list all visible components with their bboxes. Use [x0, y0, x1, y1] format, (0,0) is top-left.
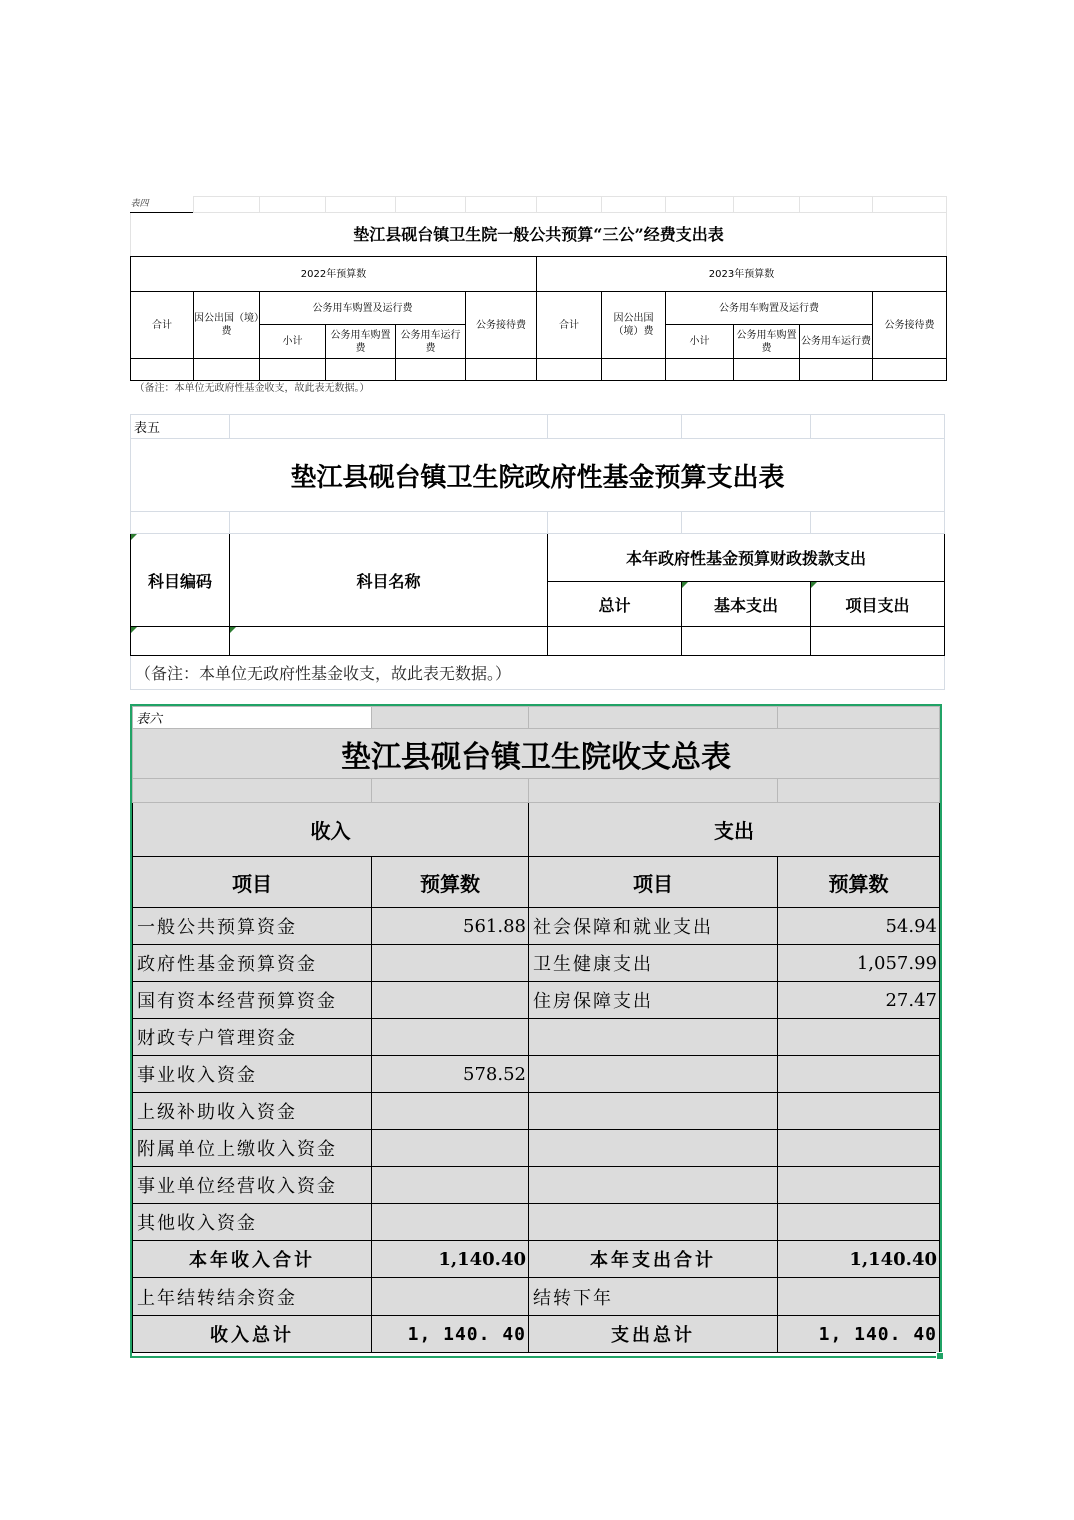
income-value-cell[interactable]: 578.52 [372, 1056, 529, 1093]
table-row [133, 1167, 940, 1204]
income-item-header: 项目 [133, 857, 372, 908]
expense-grand-total-value[interactable]: 1, 140. 40 [778, 1316, 940, 1353]
income-item-cell[interactable]: 附属单位上缴收入资金 [133, 1130, 372, 1167]
table-five [130, 414, 945, 690]
reception-header: 公务接待费 [466, 292, 537, 359]
table-row [133, 1056, 940, 1093]
table-title: 垫江县砚台镇卫生院一般公共预算“三公”经费支出表 [131, 213, 947, 257]
subtotal-header: 小计 [260, 325, 326, 359]
expense-item-header: 项目 [529, 857, 778, 908]
fund-expense-header: 本年政府性基金预算财政拨款支出 [548, 534, 945, 582]
year-expense-total-label[interactable]: 本年支出合计 [529, 1241, 778, 1278]
income-value-cell[interactable] [372, 982, 529, 1019]
vehicle-header: 公务用车购置及运行费 [260, 292, 466, 325]
expense-value-cell[interactable]: 1,057.99 [778, 945, 940, 982]
year-income-total-label[interactable]: 本年收入合计 [133, 1241, 372, 1278]
income-item-cell[interactable]: 政府性基金预算资金 [133, 945, 372, 982]
income-budget-header: 预算数 [372, 857, 529, 908]
expense-item-cell[interactable] [529, 1093, 778, 1130]
expense-value-cell[interactable] [778, 1167, 940, 1204]
expense-item-cell[interactable]: 卫生健康支出 [529, 945, 778, 982]
table-row [133, 1093, 940, 1130]
expense-value-cell[interactable] [778, 1056, 940, 1093]
project-expense-header: 项目支出 [811, 582, 945, 627]
expense-item-cell[interactable] [529, 1204, 778, 1241]
income-value-cell[interactable] [372, 1019, 529, 1056]
reception-header: 公务接待费 [873, 292, 947, 359]
table-row [133, 945, 940, 982]
expense-item-cell[interactable] [529, 1130, 778, 1167]
subject-code-header: 科目编码 [131, 534, 230, 627]
table-row [133, 908, 940, 945]
table-row [133, 1019, 940, 1056]
income-value-cell[interactable] [372, 1130, 529, 1167]
expense-value-cell[interactable] [778, 1204, 940, 1241]
carryover-income-label[interactable]: 上年结转结余资金 [133, 1278, 372, 1316]
income-value-cell[interactable]: 561.88 [372, 908, 529, 945]
overseas-header: 因公出国（境）费 [602, 292, 666, 359]
income-item-cell[interactable]: 一般公共预算资金 [133, 908, 372, 945]
table-row [133, 1130, 940, 1167]
overseas-header: 因公出国（境）费 [194, 292, 260, 359]
income-value-cell[interactable] [372, 1167, 529, 1204]
basic-expense-header: 基本支出 [682, 582, 811, 627]
table-title: 垫江县砚台镇卫生院政府性基金预算支出表 [131, 439, 945, 512]
expense-item-cell[interactable]: 住房保障支出 [529, 982, 778, 1019]
income-item-cell[interactable]: 上级补助收入资金 [133, 1093, 372, 1130]
table-note: （备注：本单位无政府性基金收支，故此表无数据。） [131, 656, 945, 690]
income-item-cell[interactable]: 国有资本经营预算资金 [133, 982, 372, 1019]
carryover-income-value[interactable] [372, 1278, 529, 1316]
total-header: 合计 [131, 292, 194, 359]
table-label: 表六 [133, 707, 372, 729]
expense-item-cell[interactable]: 社会保障和就业支出 [529, 908, 778, 945]
year-expense-total-value[interactable]: 1,140.40 [778, 1241, 940, 1278]
expense-value-cell[interactable]: 27.47 [778, 982, 940, 1019]
vehicle-purchase-header: 公务用车购置费 [734, 325, 800, 359]
table-row [133, 982, 940, 1019]
vehicle-operation-header: 公务用车运行费 [396, 325, 466, 359]
year-2022-header: 2022年预算数 [131, 257, 537, 292]
vehicle-operation-header: 公务用车运行费 [800, 325, 873, 359]
subtotal-header: 小计 [666, 325, 734, 359]
year-2023-header: 2023年预算数 [537, 257, 947, 292]
expense-value-cell[interactable] [778, 1093, 940, 1130]
income-value-cell[interactable] [372, 945, 529, 982]
vehicle-header: 公务用车购置及运行费 [666, 292, 873, 325]
expense-budget-header: 预算数 [778, 857, 940, 908]
year-income-total-value[interactable]: 1,140.40 [372, 1241, 529, 1278]
expense-header: 支出 [529, 803, 940, 857]
expense-item-cell[interactable] [529, 1167, 778, 1204]
expense-item-cell[interactable] [529, 1056, 778, 1093]
vehicle-purchase-header: 公务用车购置费 [326, 325, 396, 359]
expense-value-cell[interactable] [778, 1019, 940, 1056]
income-item-cell[interactable]: 其他收入资金 [133, 1204, 372, 1241]
table-row [133, 1204, 940, 1241]
table-four [130, 196, 947, 397]
subject-name-header: 科目名称 [230, 534, 548, 627]
income-header: 收入 [133, 803, 529, 857]
total-header: 合计 [537, 292, 602, 359]
income-value-cell[interactable] [372, 1204, 529, 1241]
expense-value-cell[interactable] [778, 1130, 940, 1167]
table-label: 表四 [130, 198, 149, 209]
income-item-cell[interactable]: 财政专户管理资金 [133, 1019, 372, 1056]
carryover-expense-label[interactable]: 结转下年 [529, 1278, 778, 1316]
income-item-cell[interactable]: 事业单位经营收入资金 [133, 1167, 372, 1204]
income-value-cell[interactable] [372, 1093, 529, 1130]
table-label: 表五 [131, 415, 230, 439]
table-note: （备注：本单位无政府性基金收支，故此表无数据。） [131, 381, 466, 397]
total-header: 总计 [548, 582, 682, 627]
table-six[interactable] [132, 706, 940, 1353]
expense-value-cell[interactable]: 54.94 [778, 908, 940, 945]
income-grand-total-value[interactable]: 1, 140. 40 [372, 1316, 529, 1353]
income-grand-total-label[interactable]: 收入总计 [133, 1316, 372, 1353]
carryover-expense-value[interactable] [778, 1278, 940, 1316]
expense-grand-total-label[interactable]: 支出总计 [529, 1316, 778, 1353]
income-item-cell[interactable]: 事业收入资金 [133, 1056, 372, 1093]
table-title: 垫江县砚台镇卫生院收支总表 [133, 729, 940, 779]
expense-item-cell[interactable] [529, 1019, 778, 1056]
fill-handle[interactable] [936, 1352, 944, 1360]
